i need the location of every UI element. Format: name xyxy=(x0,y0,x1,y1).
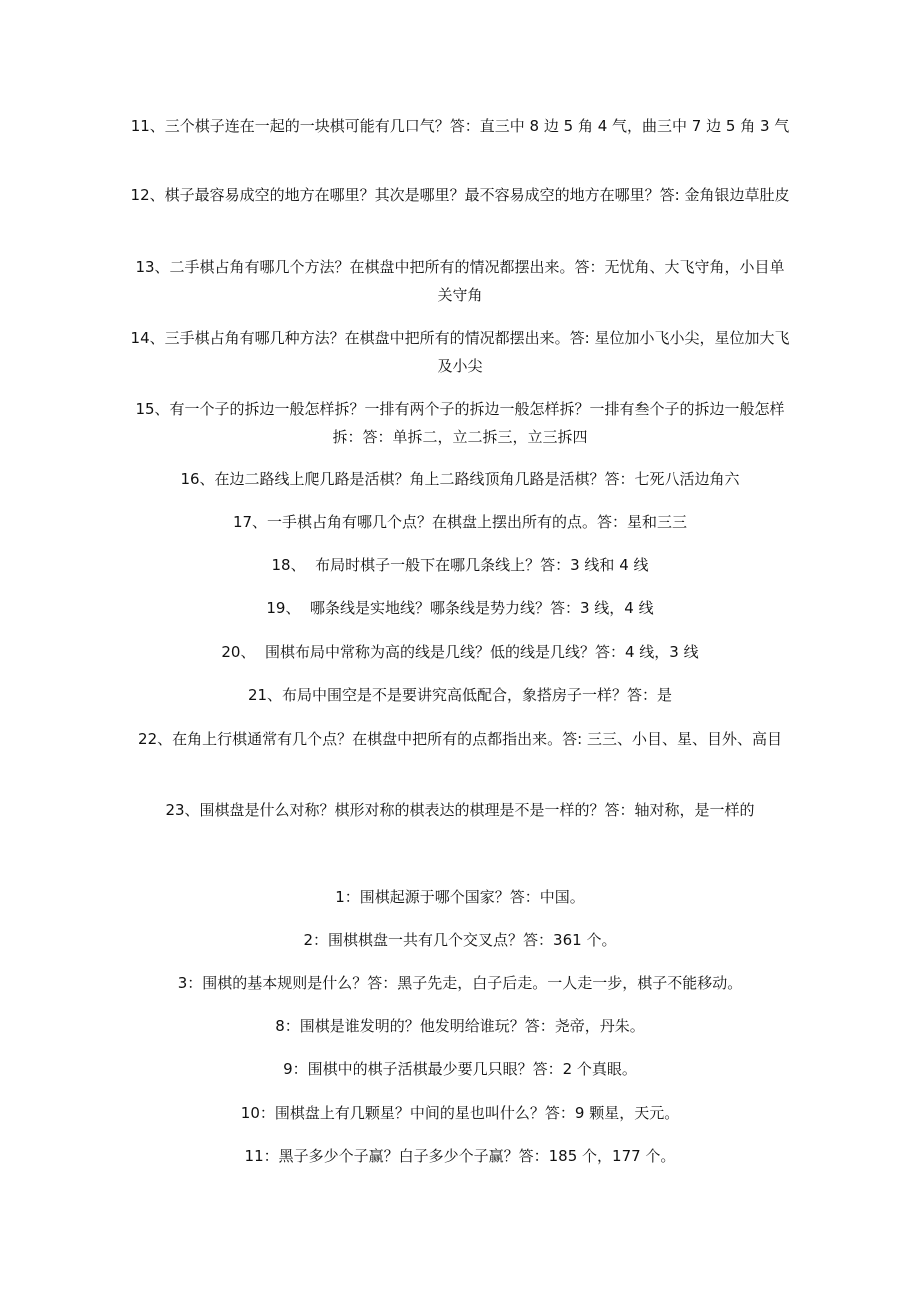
qa-item-19: 19、 哪条线是实地线？哪条线是势力线？答：3 线，4 线 xyxy=(266,599,654,617)
qa-item-18: 18、 布局时棋子一般下在哪几条线上？答：3 线和 4 线 xyxy=(271,556,649,574)
qa-item-15: 15、有一个子的拆边一般怎样拆？一排有两个子的拆边一般怎样拆？一排有叁个子的拆边一般怎样拆：答：单拆二，立二拆三，立三拆四 xyxy=(135,400,785,446)
qa-item-14: 14、三手棋占角有哪几种方法？在棋盘中把所有的情况都摆出来。答: 星位加小飞小尖，星位加大飞及小尖 xyxy=(130,329,790,375)
qa-item-23: 23、围棋盘是什么对称？棋形对称的棋表达的棋理是不是一样的？答：轴对称，是一样的 xyxy=(165,801,755,819)
qa-item-12: 12、棋子最容易成空的地方在哪里？其次是哪里？最不容易成空的地方在哪里？答: 金角银边草肚皮 xyxy=(130,186,790,204)
basic-qa-item-11: 11：黑子多少个子赢？白子多少个子赢？答：185 个，177 个。 xyxy=(244,1147,676,1165)
basic-qa-item-8: 8：围棋是谁发明的？他发明给谁玩？答：尧帝，丹朱。 xyxy=(275,1017,645,1035)
basic-qa-item-10: 10：围棋盘上有几颗星？中间的星也叫什么？答：9 颗星，天元。 xyxy=(240,1104,680,1122)
qa-item-21: 21、布局中围空是不是要讲究高低配合，象搭房子一样？答：是 xyxy=(247,686,673,704)
qa-item-13: 13、二手棋占角有哪几个方法？在棋盘中把所有的情况都摆出来。答：无忧角、大飞守角，小目单关守角 xyxy=(135,258,785,304)
basic-qa-item-3: 3：围棋的基本规则是什么？答：黑子先走，白子后走。一人走一步，棋子不能移动。 xyxy=(177,974,743,992)
qa-item-20: 20、 围棋布局中常称为高的线是几线？低的线是几线？答：4 线，3 线 xyxy=(221,643,699,661)
qa-item-11: 11、三个棋子连在一起的一块棋可能有几口气？答：直三中 8 边 5 角 4 气，曲三中 7 边 5 角 3 气 xyxy=(130,117,790,135)
basic-qa-item-9: 9：围棋中的棋子活棋最少要几只眼？答：2 个真眼。 xyxy=(283,1060,637,1078)
qa-item-16: 16、在边二路线上爬几路是活棋？角上二路线顶角几路是活棋？答：七死八活边角六 xyxy=(180,470,740,488)
qa-item-17: 17、一手棋占角有哪几个点？在棋盘上摆出所有的点。答：星和三三 xyxy=(232,513,688,531)
basic-qa-item-2: 2：围棋棋盘一共有几个交叉点？答：361 个。 xyxy=(303,931,617,949)
qa-item-22: 22、在角上行棋通常有几个点？在棋盘中把所有的点都指出来。答: 三三、小目、星、目外、高目 xyxy=(138,730,782,748)
basic-qa-item-1: 1：围棋起源于哪个国家？答：中国。 xyxy=(335,888,585,906)
